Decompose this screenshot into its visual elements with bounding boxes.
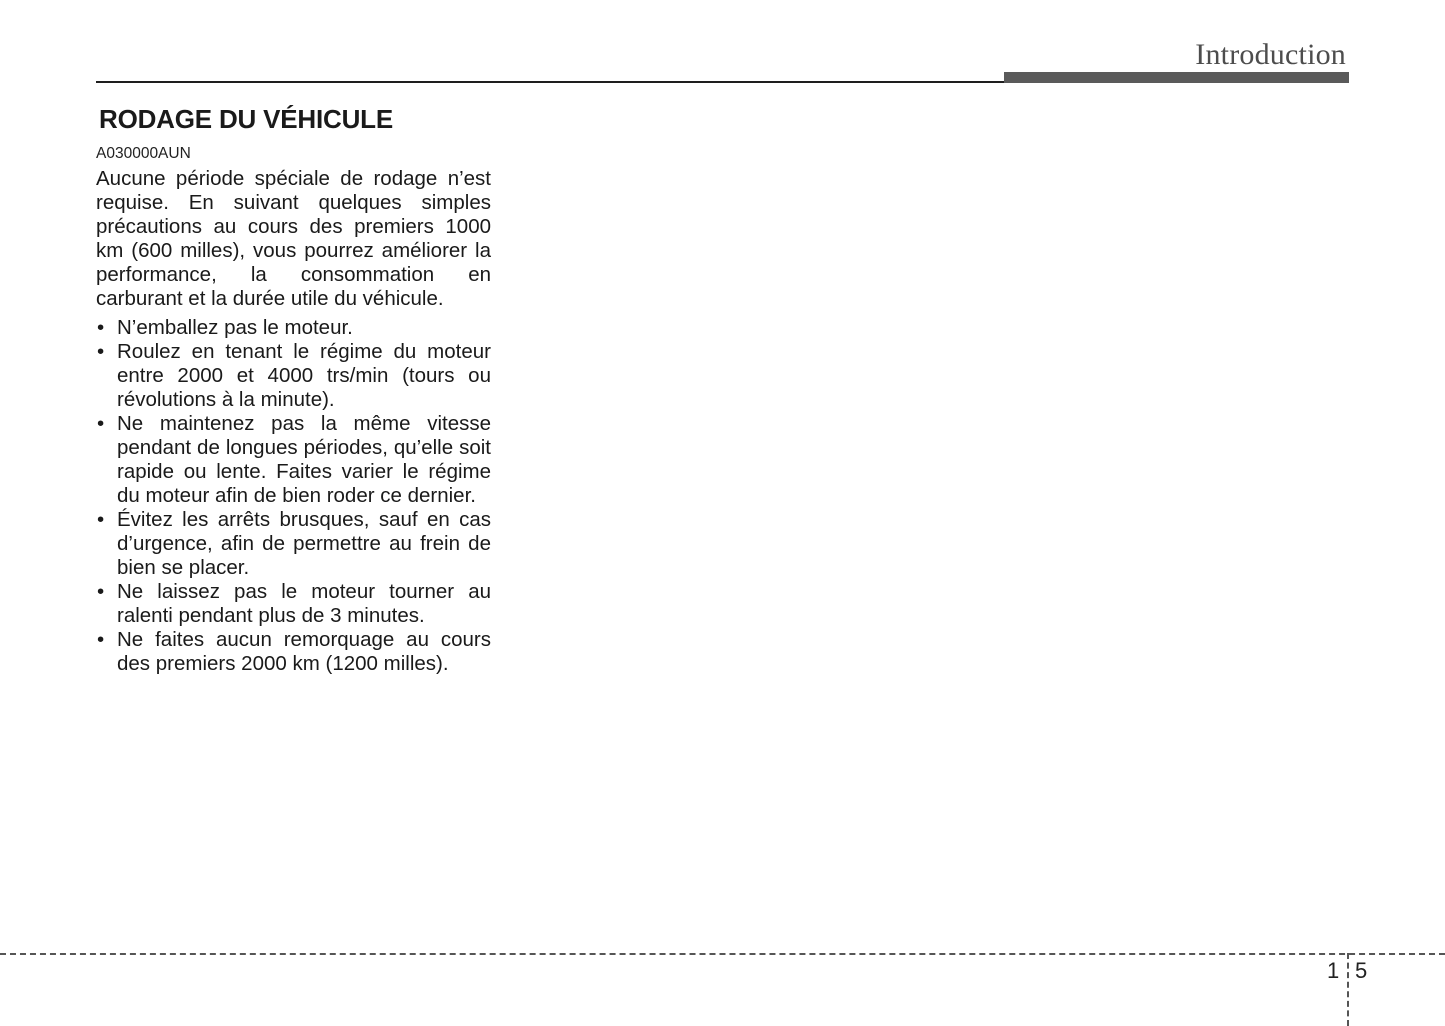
chapter-number: 1 xyxy=(1327,958,1340,983)
intro-paragraph: Aucune période spéciale de rodage n’est requise. En suivant quelques simples précautions au cours des premiers 1000 km (600 milles), vous pourrez améliorer la performance, la consommation en carburant et la durée utile du véhicule. xyxy=(96,167,491,310)
list-item xyxy=(96,340,491,412)
list-item-text: Roulez en tenant le régime du moteur entre 2000 et 4000 trs/min (tours ou révolutions à la minute). xyxy=(117,340,491,411)
bullet-icon: • xyxy=(97,580,105,603)
header-rule-thin xyxy=(96,81,1006,83)
list-item xyxy=(96,580,491,628)
article xyxy=(96,102,491,676)
reference-code: A030000AUN xyxy=(96,145,191,162)
list-item-text: Ne maintenez pas la même vitesse pendant de longues périodes, qu’elle soit rapide ou lente. Faites varier le régime du moteur afin de bien roder ce dernier. xyxy=(117,412,491,507)
list-item-text: N’emballez pas le moteur. xyxy=(117,316,353,339)
bullet-icon: • xyxy=(97,316,105,339)
list-item xyxy=(96,628,491,676)
article-title: RODAGE DU VÉHICULE xyxy=(99,104,393,134)
bullet-icon: • xyxy=(97,340,105,363)
precautions-list xyxy=(96,316,491,676)
footer-dashed-divider xyxy=(1347,953,1349,1026)
running-head-section-title: Introduction xyxy=(1195,38,1346,71)
bullet-icon: • xyxy=(97,412,105,435)
header-rule-thick xyxy=(1004,72,1349,83)
list-item xyxy=(96,316,491,340)
page-number: 5 xyxy=(1355,958,1368,983)
list-item xyxy=(96,508,491,580)
list-item xyxy=(96,412,491,508)
list-item-text: Ne faites aucun remorquage au cours des premiers 2000 km (1200 milles). xyxy=(117,628,491,675)
bullet-icon: • xyxy=(97,628,105,651)
list-item-text: Évitez les arrêts brusques, sauf en cas d’urgence, afin de permettre au frein de bien se placer. xyxy=(117,508,491,579)
bullet-icon: • xyxy=(97,508,105,531)
list-item-text: Ne laissez pas le moteur tourner au ralenti pendant plus de 3 minutes. xyxy=(117,580,491,627)
footer-dashed-rule xyxy=(0,953,1445,955)
